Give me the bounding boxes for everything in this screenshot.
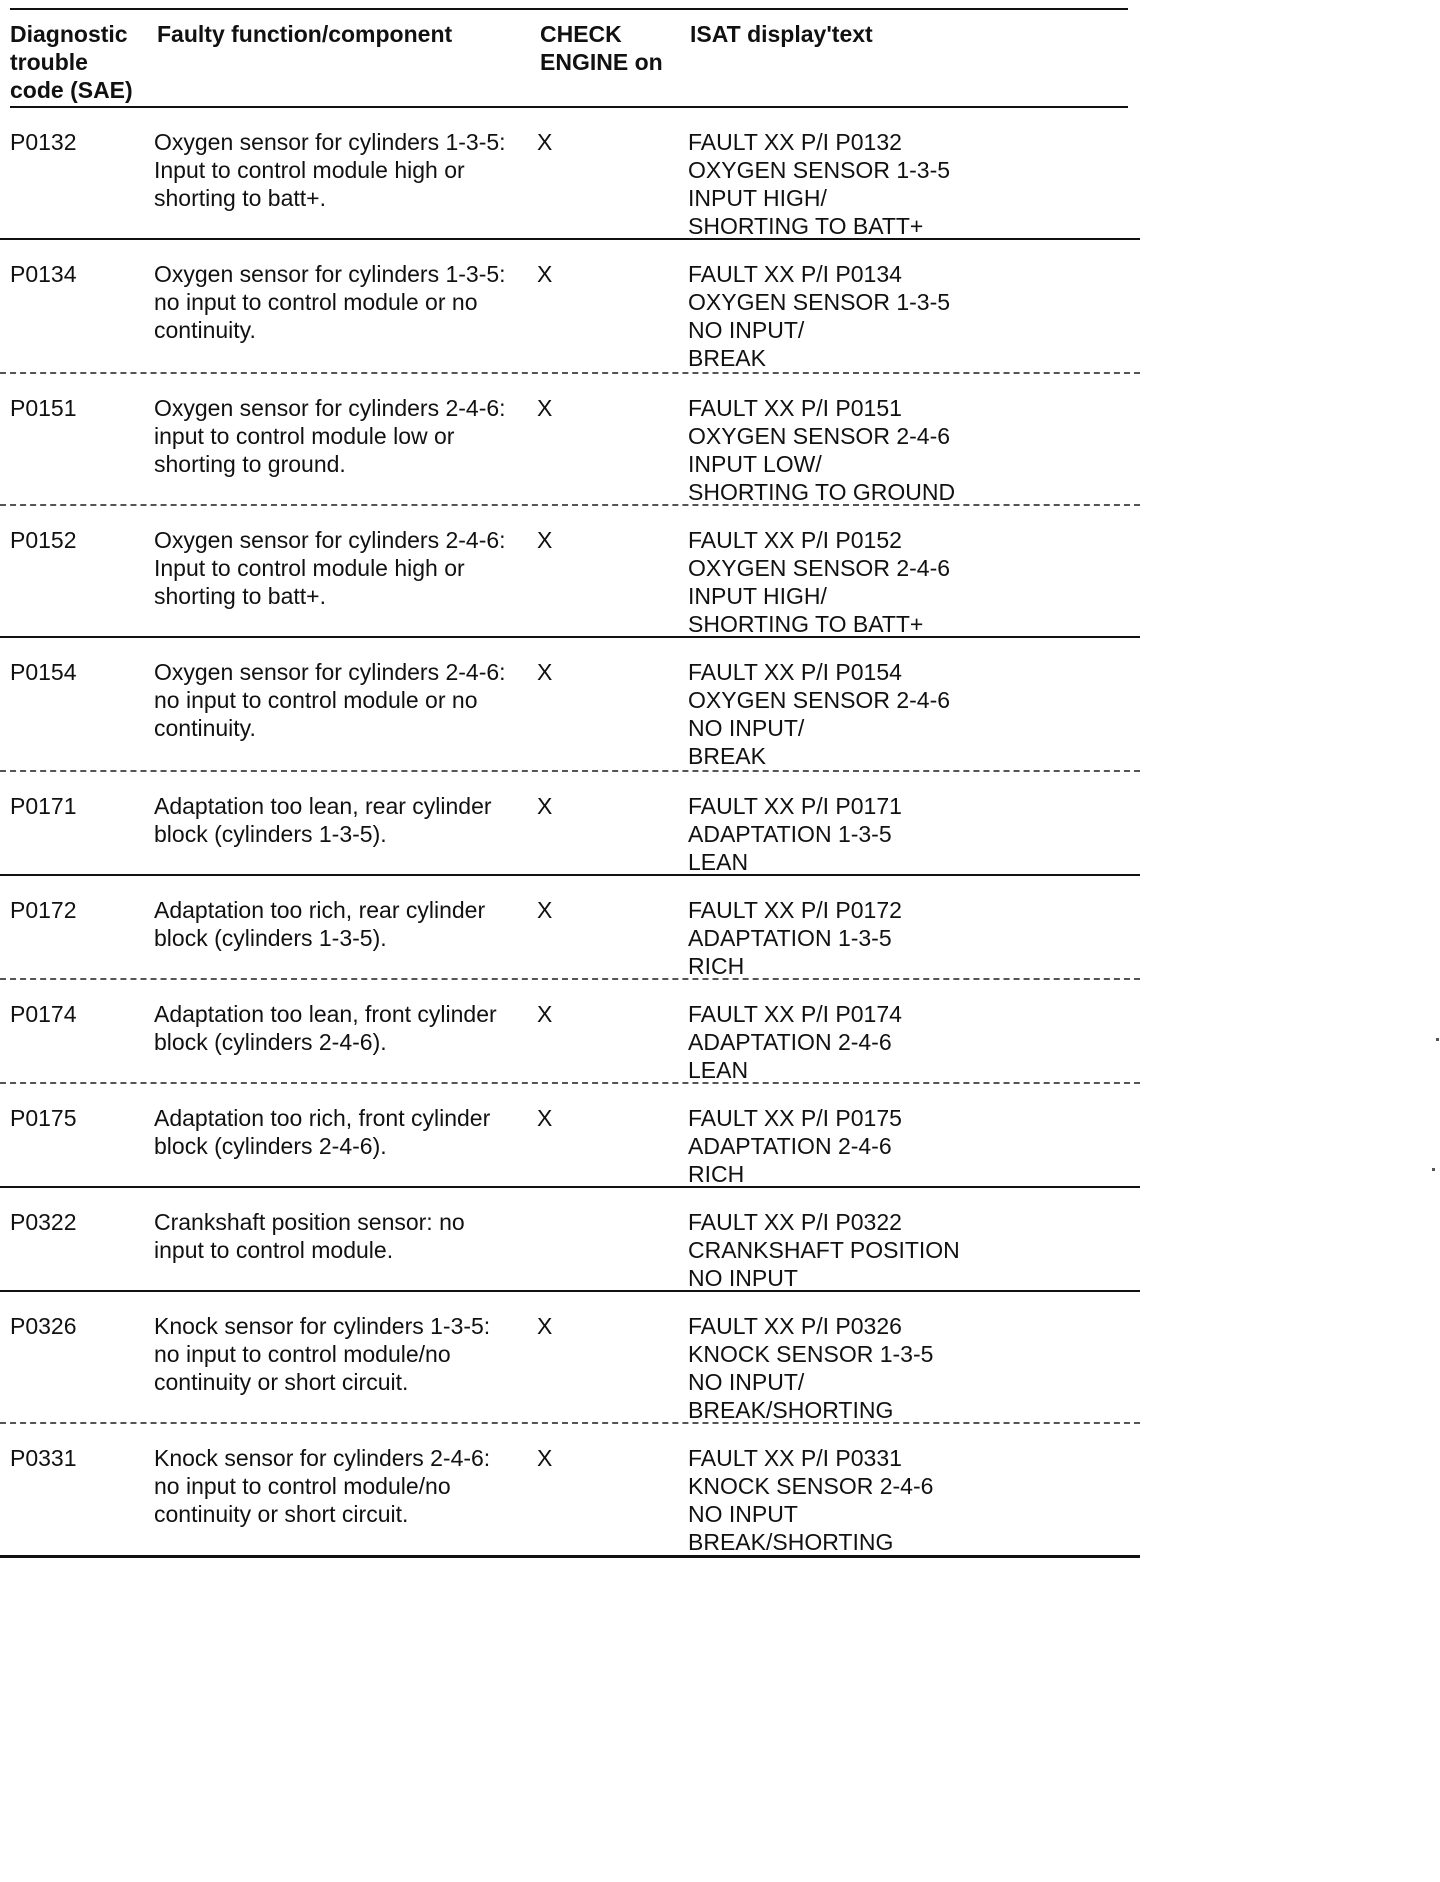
table-header — [0, 20, 1140, 106]
isat-display-text: FAULT XX P/I P0132 OXYGEN SENSOR 1-3-5 INPUT HIGH/ SHORTING TO BATT+ — [688, 129, 951, 239]
isat-display-text: FAULT XX P/I P0154 OXYGEN SENSOR 2-4-6 NO INPUT/ BREAK — [688, 659, 951, 769]
check-engine-mark: X — [537, 261, 553, 287]
check-engine-mark: X — [537, 659, 553, 685]
fault-description: Adaptation too rich, rear cylinder block (cylinders 1-3-5). — [154, 897, 486, 951]
table-row — [0, 108, 1140, 240]
table-row — [0, 876, 1140, 980]
check-engine-mark: X — [537, 527, 553, 553]
header-isat: ISAT display'text — [690, 21, 873, 47]
dtc-code: P0152 — [10, 527, 77, 553]
fault-description: Oxygen sensor for cylinders 2-4-6: no input to control module or no continuity. — [154, 659, 506, 741]
isat-display-text: FAULT XX P/I P0152 OXYGEN SENSOR 2-4-6 INPUT HIGH/ SHORTING TO BATT+ — [688, 527, 951, 637]
fault-description: Oxygen sensor for cylinders 2-4-6: Input to control module high or shorting to batt+. — [154, 527, 506, 609]
table-body — [0, 108, 1140, 1558]
dtc-code: P0132 — [10, 129, 77, 155]
header-check-engine: CHECK ENGINE on — [540, 21, 663, 75]
scan-speck — [1432, 1168, 1435, 1171]
check-engine-mark: X — [537, 129, 553, 155]
isat-display-text: FAULT XX P/I P0151 OXYGEN SENSOR 2-4-6 INPUT LOW/ SHORTING TO GROUND — [688, 395, 956, 505]
scan-speck — [1436, 1038, 1439, 1041]
dtc-code: P0322 — [10, 1209, 77, 1235]
isat-display-text: FAULT XX P/I P0322 CRANKSHAFT POSITION NO INPUT — [688, 1209, 960, 1291]
table-row — [0, 1292, 1140, 1424]
check-engine-mark: X — [537, 1105, 553, 1131]
fault-description: Adaptation too lean, front cylinder block (cylinders 2-4-6). — [154, 1001, 497, 1055]
dtc-code: P0154 — [10, 659, 77, 685]
dtc-code: P0331 — [10, 1445, 77, 1471]
table-row — [0, 772, 1140, 876]
fault-description: Oxygen sensor for cylinders 1-3-5: no input to control module or no continuity. — [154, 261, 506, 343]
dtc-code: P0172 — [10, 897, 77, 923]
check-engine-mark: X — [537, 793, 553, 819]
dtc-code: P0175 — [10, 1105, 77, 1131]
table-row — [0, 374, 1140, 506]
fault-description: Adaptation too lean, rear cylinder block (cylinders 1-3-5). — [154, 793, 492, 847]
isat-display-text: FAULT XX P/I P0171 ADAPTATION 1-3-5 LEAN — [688, 793, 902, 875]
header-code: Diagnostic trouble code (SAE) — [10, 21, 133, 103]
dtc-code: P0326 — [10, 1313, 77, 1339]
table-row — [0, 638, 1140, 772]
fault-description: Oxygen sensor for cylinders 1-3-5: Input to control module high or shorting to batt+. — [154, 129, 506, 211]
table-top-rule — [10, 8, 1128, 10]
check-engine-mark: X — [537, 1313, 553, 1339]
table-row — [0, 1424, 1140, 1558]
isat-display-text: FAULT XX P/I P0174 ADAPTATION 2-4-6 LEAN — [688, 1001, 902, 1083]
check-engine-mark: X — [537, 1001, 553, 1027]
dtc-code: P0174 — [10, 1001, 77, 1027]
dtc-code: P0151 — [10, 395, 77, 421]
check-engine-mark: X — [537, 1445, 553, 1471]
fault-description: Adaptation too rich, front cylinder block (cylinders 2-4-6). — [154, 1105, 491, 1159]
table-row — [0, 1084, 1140, 1188]
table-row — [0, 980, 1140, 1084]
dtc-code: P0134 — [10, 261, 77, 287]
table-row — [0, 1188, 1140, 1292]
isat-display-text: FAULT XX P/I P0175 ADAPTATION 2-4-6 RICH — [688, 1105, 902, 1187]
check-engine-mark: X — [537, 395, 553, 421]
fault-description: Knock sensor for cylinders 1-3-5: no input to control module/no continuity or short circuit. — [154, 1313, 491, 1395]
header-function: Faulty function/component — [157, 21, 453, 47]
isat-display-text: FAULT XX P/I P0172 ADAPTATION 1-3-5 RICH — [688, 897, 902, 979]
fault-description: Knock sensor for cylinders 2-4-6: no input to control module/no continuity or short circuit. — [154, 1445, 491, 1527]
table-row — [0, 240, 1140, 374]
table-row — [0, 506, 1140, 638]
isat-display-text: FAULT XX P/I P0326 KNOCK SENSOR 1-3-5 NO INPUT/ BREAK/SHORTING — [688, 1313, 934, 1423]
fault-description: Crankshaft position sensor: no input to control module. — [154, 1209, 465, 1263]
dtc-code: P0171 — [10, 793, 77, 819]
check-engine-mark: X — [537, 897, 553, 923]
fault-description: Oxygen sensor for cylinders 2-4-6: input to control module low or shorting to ground. — [154, 395, 506, 477]
isat-display-text: FAULT XX P/I P0331 KNOCK SENSOR 2-4-6 NO INPUT BREAK/SHORTING — [688, 1445, 934, 1555]
isat-display-text: FAULT XX P/I P0134 OXYGEN SENSOR 1-3-5 NO INPUT/ BREAK — [688, 261, 951, 371]
